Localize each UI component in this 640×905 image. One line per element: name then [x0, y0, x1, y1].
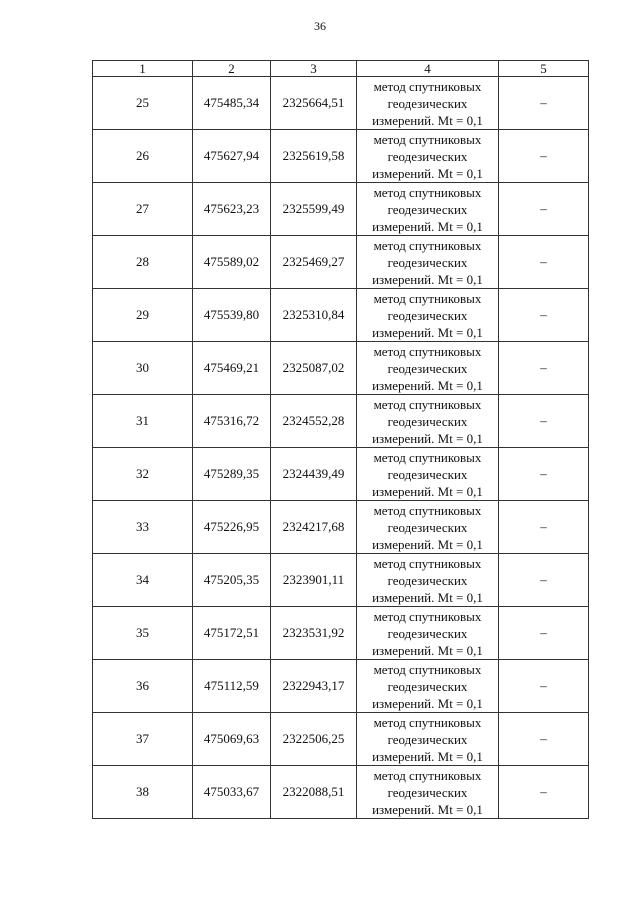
method-line-1: метод спутниковых: [373, 767, 482, 783]
header-col-5: 5: [499, 61, 589, 77]
coord-x: 475316,72: [193, 395, 271, 448]
method-line-2: геодезических: [387, 784, 468, 800]
point-number: 26: [93, 130, 193, 183]
method-line-1: метод спутниковых: [373, 502, 482, 518]
dash-value: –: [540, 360, 547, 375]
method-line-1: метод спутниковых: [373, 661, 482, 677]
table-header: [93, 61, 589, 77]
dash-value: –: [540, 307, 547, 322]
coord-x: 475226,95: [193, 501, 271, 554]
col5-cell: [499, 501, 589, 554]
col5-cell: [499, 660, 589, 713]
coord-x: 475627,94: [193, 130, 271, 183]
method-line-1: метод спутниковых: [373, 449, 482, 465]
method-line-2: геодезических: [387, 413, 468, 429]
coord-y: 2322943,17: [271, 660, 357, 713]
point-number: 30: [93, 342, 193, 395]
coord-y: 2324552,28: [271, 395, 357, 448]
dash-value: –: [540, 254, 547, 269]
method-line-2: геодезических: [387, 360, 468, 376]
coord-y: 2322088,51: [271, 766, 357, 819]
method-line-3: измерений. Mt = 0,1: [372, 218, 483, 234]
method-cell: [357, 660, 499, 713]
point-number: 32: [93, 448, 193, 501]
method-line-3: измерений. Mt = 0,1: [372, 324, 483, 340]
method-line-1: метод спутниковых: [373, 555, 482, 571]
method-line-3: измерений. Mt = 0,1: [372, 271, 483, 287]
method-line-2: геодезических: [387, 95, 468, 111]
dash-value: –: [540, 572, 547, 587]
coord-y: 2323901,11: [271, 554, 357, 607]
col5-cell: [499, 395, 589, 448]
dash-value: –: [540, 625, 547, 640]
header-col-4: 4: [357, 61, 499, 77]
dash-value: –: [540, 519, 547, 534]
coord-y: 2322506,25: [271, 713, 357, 766]
coord-y: 2325619,58: [271, 130, 357, 183]
dash-value: –: [540, 678, 547, 693]
method-line-1: метод спутниковых: [373, 396, 482, 412]
method-line-3: измерений. Mt = 0,1: [372, 695, 483, 711]
coord-x: 475172,51: [193, 607, 271, 660]
coord-x: 475623,23: [193, 183, 271, 236]
point-number: 38: [93, 766, 193, 819]
col5-cell: [499, 130, 589, 183]
coord-x: 475589,02: [193, 236, 271, 289]
method-line-3: измерений. Mt = 0,1: [372, 748, 483, 764]
coord-y: 2324217,68: [271, 501, 357, 554]
method-line-2: геодезических: [387, 148, 468, 164]
point-number: 27: [93, 183, 193, 236]
coord-x: 475205,35: [193, 554, 271, 607]
coord-y: 2323531,92: [271, 607, 357, 660]
point-number: 31: [93, 395, 193, 448]
col5-cell: [499, 554, 589, 607]
dash-value: –: [540, 731, 547, 746]
coord-x: 475112,59: [193, 660, 271, 713]
coord-y: 2325599,49: [271, 183, 357, 236]
method-line-1: метод спутниковых: [373, 184, 482, 200]
point-number: 37: [93, 713, 193, 766]
method-line-2: геодезических: [387, 307, 468, 323]
point-number: 33: [93, 501, 193, 554]
coord-x: 475289,35: [193, 448, 271, 501]
table-row: [93, 77, 589, 130]
method-line-3: измерений. Mt = 0,1: [372, 483, 483, 499]
method-cell: [357, 289, 499, 342]
coord-x: 475469,21: [193, 342, 271, 395]
table-row: [93, 183, 589, 236]
coord-y: 2325469,27: [271, 236, 357, 289]
method-line-1: метод спутниковых: [373, 714, 482, 730]
col5-cell: [499, 713, 589, 766]
table-row: [93, 713, 589, 766]
point-number: 34: [93, 554, 193, 607]
table-body: [93, 77, 589, 819]
header-col-3: 3: [271, 61, 357, 77]
table-row: [93, 554, 589, 607]
method-line-2: геодезических: [387, 731, 468, 747]
method-cell: [357, 183, 499, 236]
method-cell: [357, 766, 499, 819]
coord-x: 475539,80: [193, 289, 271, 342]
method-line-3: измерений. Mt = 0,1: [372, 165, 483, 181]
method-cell: [357, 501, 499, 554]
dash-value: –: [540, 148, 547, 163]
method-cell: [357, 395, 499, 448]
method-cell: [357, 448, 499, 501]
method-line-2: геодезических: [387, 201, 468, 217]
method-line-2: геодезических: [387, 466, 468, 482]
method-line-3: измерений. Mt = 0,1: [372, 536, 483, 552]
method-cell: [357, 554, 499, 607]
header-row: [93, 61, 589, 77]
method-line-1: метод спутниковых: [373, 343, 482, 359]
method-line-3: измерений. Mt = 0,1: [372, 642, 483, 658]
method-line-3: измерений. Mt = 0,1: [372, 377, 483, 393]
coordinates-table: [92, 60, 589, 819]
coord-y: 2324439,49: [271, 448, 357, 501]
coord-y: 2325310,84: [271, 289, 357, 342]
method-line-3: измерений. Mt = 0,1: [372, 112, 483, 128]
table-row: [93, 130, 589, 183]
col5-cell: [499, 607, 589, 660]
dash-value: –: [540, 466, 547, 481]
col5-cell: [499, 448, 589, 501]
coord-y: 2325087,02: [271, 342, 357, 395]
table-row: [93, 448, 589, 501]
page-number: 36: [314, 19, 326, 33]
point-number: 36: [93, 660, 193, 713]
table-row: [93, 342, 589, 395]
coord-x: 475485,34: [193, 77, 271, 130]
method-line-3: измерений. Mt = 0,1: [372, 589, 483, 605]
table-row: [93, 766, 589, 819]
method-line-2: геодезических: [387, 625, 468, 641]
header-col-1: 1: [93, 61, 193, 77]
method-line-1: метод спутниковых: [373, 608, 482, 624]
col5-cell: [499, 77, 589, 130]
point-number: 35: [93, 607, 193, 660]
table-row: [93, 607, 589, 660]
coord-y: 2325664,51: [271, 77, 357, 130]
method-line-1: метод спутниковых: [373, 78, 482, 94]
dash-value: –: [540, 95, 547, 110]
table-row: [93, 395, 589, 448]
method-line-2: геодезических: [387, 519, 468, 535]
method-cell: [357, 130, 499, 183]
dash-value: –: [540, 413, 547, 428]
col5-cell: [499, 183, 589, 236]
col5-cell: [499, 289, 589, 342]
coord-x: 475069,63: [193, 713, 271, 766]
method-line-1: метод спутниковых: [373, 237, 482, 253]
col5-cell: [499, 766, 589, 819]
table-row: [93, 660, 589, 713]
dash-value: –: [540, 201, 547, 216]
method-cell: [357, 236, 499, 289]
method-line-3: измерений. Mt = 0,1: [372, 801, 483, 817]
method-cell: [357, 713, 499, 766]
method-line-1: метод спутниковых: [373, 290, 482, 306]
method-line-2: геодезических: [387, 254, 468, 270]
point-number: 28: [93, 236, 193, 289]
dash-value: –: [540, 784, 547, 799]
col5-cell: [499, 236, 589, 289]
method-cell: [357, 342, 499, 395]
point-number: 25: [93, 77, 193, 130]
point-number: 29: [93, 289, 193, 342]
method-cell: [357, 77, 499, 130]
coord-x: 475033,67: [193, 766, 271, 819]
table-row: [93, 289, 589, 342]
method-line-2: геодезических: [387, 678, 468, 694]
table-row: [93, 501, 589, 554]
method-line-3: измерений. Mt = 0,1: [372, 430, 483, 446]
header-col-2: 2: [193, 61, 271, 77]
table-row: [93, 236, 589, 289]
col5-cell: [499, 342, 589, 395]
method-cell: [357, 607, 499, 660]
method-line-1: метод спутниковых: [373, 131, 482, 147]
method-line-2: геодезических: [387, 572, 468, 588]
